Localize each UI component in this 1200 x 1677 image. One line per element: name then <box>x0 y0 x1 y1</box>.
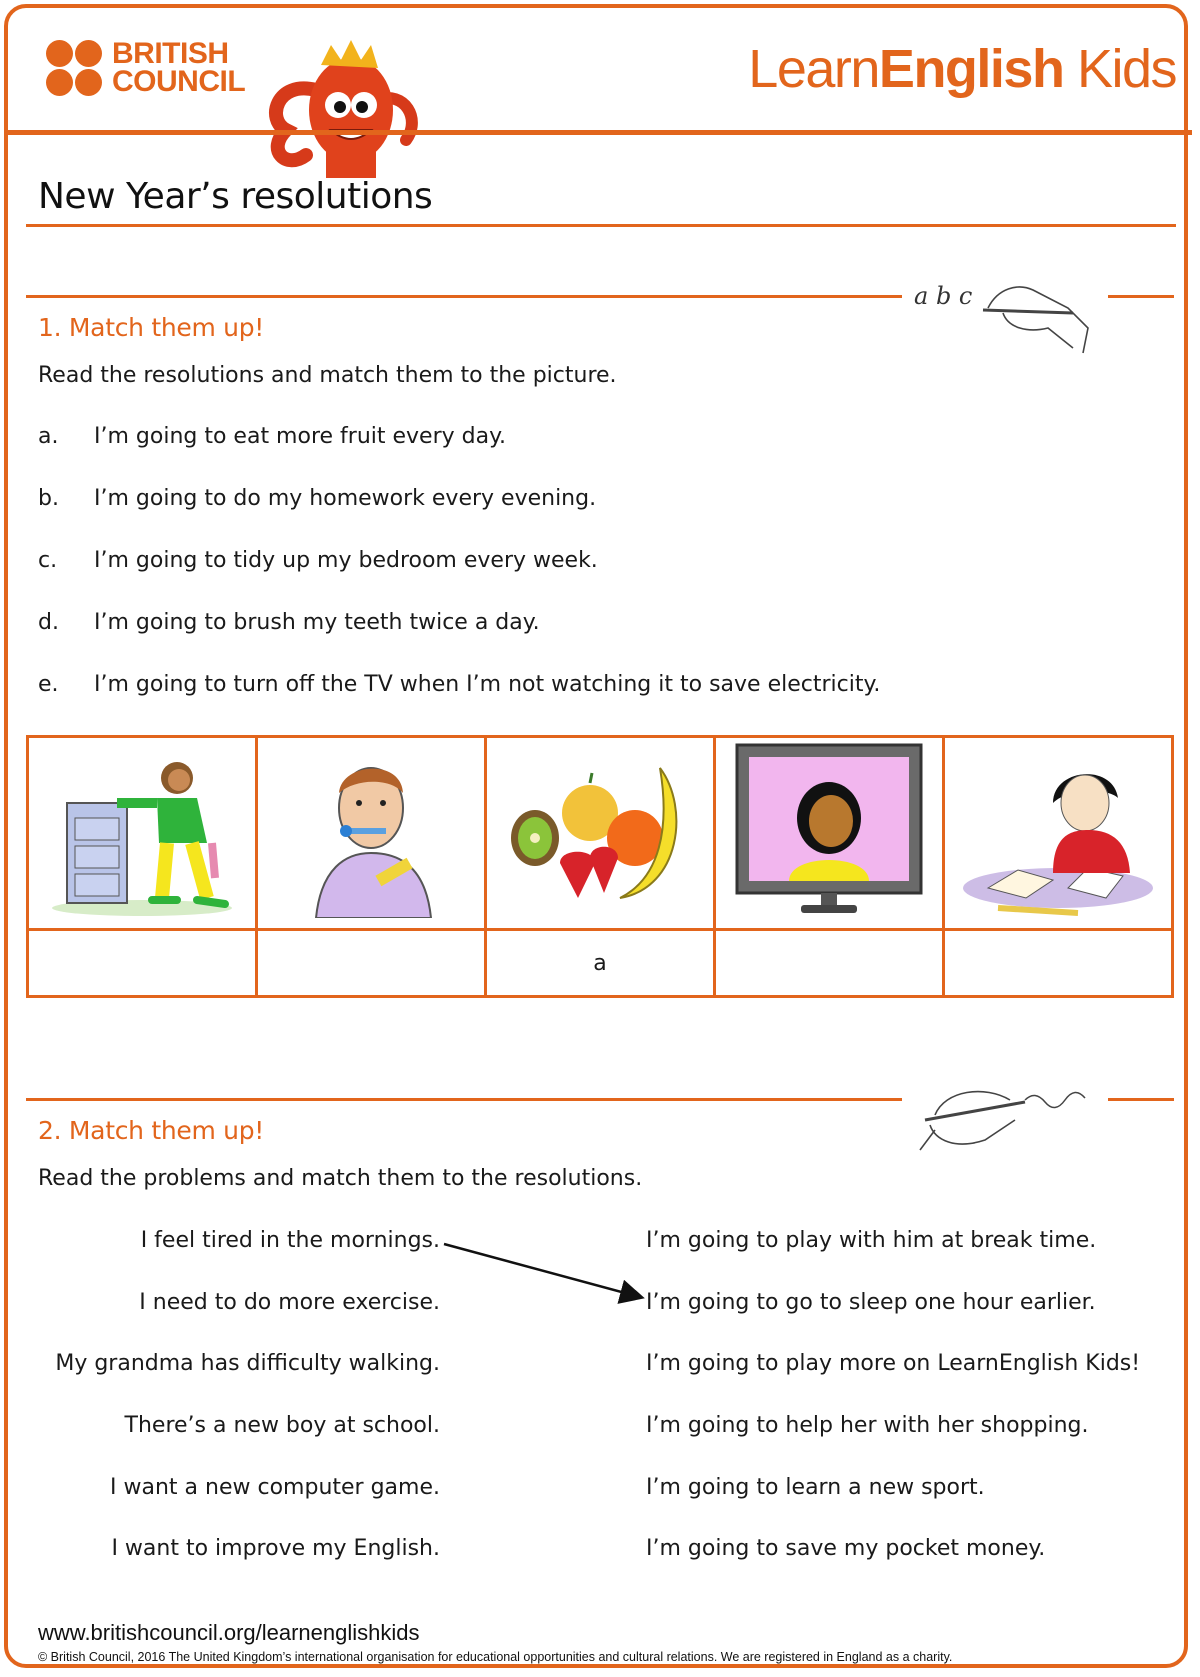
item-text: I’m going to eat more fruit every day. <box>94 424 506 449</box>
answer-cell[interactable] <box>257 930 486 997</box>
section1-list <box>38 424 1158 734</box>
item-letter: e. <box>38 672 59 697</box>
item-letter: b. <box>38 486 59 511</box>
british-council-logo <box>46 38 256 98</box>
list-item <box>38 610 1158 672</box>
picture-cell <box>486 737 715 930</box>
picture-cell <box>715 737 944 930</box>
section2-title: 2. Match them up! <box>38 1116 264 1145</box>
title-underline <box>26 224 1176 227</box>
list-item <box>38 548 1158 610</box>
resolution-item: I’m going to play with him at break time. <box>646 1228 1097 1253</box>
item-letter: c. <box>38 548 58 573</box>
picture-cell <box>257 737 486 930</box>
resolution-item: I’m going to go to sleep one hour earlier. <box>646 1290 1096 1315</box>
section1-instruction: Read the resolutions and match them to the picture. <box>38 363 617 388</box>
tv-icon <box>729 743 929 923</box>
logo-english: English <box>878 39 1064 99</box>
page-title: New Year’s resolutions <box>38 176 433 217</box>
item-letter: d. <box>38 610 59 635</box>
list-item <box>38 486 1158 548</box>
problem-item: I want a new computer game. <box>110 1475 440 1500</box>
footer-url[interactable]: www.britishcouncil.org/learnenglishkids <box>38 1620 420 1645</box>
brushing-teeth-icon <box>276 748 466 918</box>
item-text: I’m going to brush my teeth twice a day. <box>94 610 540 635</box>
section1-rule-right <box>1108 295 1174 298</box>
problem-item: I want to improve my English. <box>111 1536 440 1561</box>
british-council-line2: COUNCIL <box>112 65 246 98</box>
problem-item: My grandma has difficulty walking. <box>55 1351 440 1376</box>
item-text: I’m going to do my homework every evening. <box>94 486 597 511</box>
list-item <box>38 424 1158 486</box>
resolution-item: I’m going to save my pocket money. <box>646 1536 1046 1561</box>
section2-rule-right <box>1108 1098 1174 1101</box>
british-council-dots-icon <box>46 40 104 98</box>
answer-cell[interactable] <box>715 930 944 997</box>
tidy-bedroom-icon <box>47 748 237 918</box>
monster-mascot-icon <box>256 30 436 180</box>
list-item <box>38 672 1158 734</box>
item-text: I’m going to turn off the TV when I’m not watching it to save electricity. <box>94 672 881 697</box>
resolution-item: I’m going to learn a new sport. <box>646 1475 985 1500</box>
learnenglish-kids-logo <box>748 38 1176 100</box>
writing-hand-icon <box>915 1080 1095 1160</box>
picture-cell <box>28 737 257 930</box>
british-council-line1: BRITISH <box>112 37 229 70</box>
problem-item: There’s a new boy at school. <box>124 1413 440 1438</box>
logo-kids: Kids <box>1076 39 1176 99</box>
answer-cell[interactable]: a <box>486 930 715 997</box>
problem-item: I feel tired in the mornings. <box>140 1228 440 1253</box>
resolution-item: I’m going to play more on LearnEnglish Kids! <box>646 1351 1141 1376</box>
item-letter: a. <box>38 424 59 449</box>
section1-title: 1. Match them up! <box>38 313 264 342</box>
header-divider <box>8 130 1192 135</box>
section2-rule-left <box>26 1098 902 1101</box>
section2-instruction: Read the problems and match them to the resolutions. <box>38 1166 643 1191</box>
problem-item: I need to do more exercise. <box>139 1290 440 1315</box>
logo-learn: Learn <box>748 39 879 99</box>
picture-cell <box>944 737 1173 930</box>
item-text: I’m going to tidy up my bedroom every week. <box>94 548 598 573</box>
writing-hand-icon <box>978 278 1098 358</box>
abc-writing-text: a b c <box>914 282 973 310</box>
answer-cell[interactable] <box>944 930 1173 997</box>
fruit-icon <box>500 748 700 918</box>
picture-match-table <box>26 735 1174 998</box>
answer-cell[interactable] <box>28 930 257 997</box>
homework-icon <box>958 748 1158 918</box>
section1-rule-left <box>26 295 902 298</box>
resolution-item: I’m going to help her with her shopping. <box>646 1413 1089 1438</box>
footer-copyright: © British Council, 2016 The United Kingdom’s international organisation for educational opportunities and cultural relations. We are registered in England as a charity. <box>38 1650 953 1664</box>
